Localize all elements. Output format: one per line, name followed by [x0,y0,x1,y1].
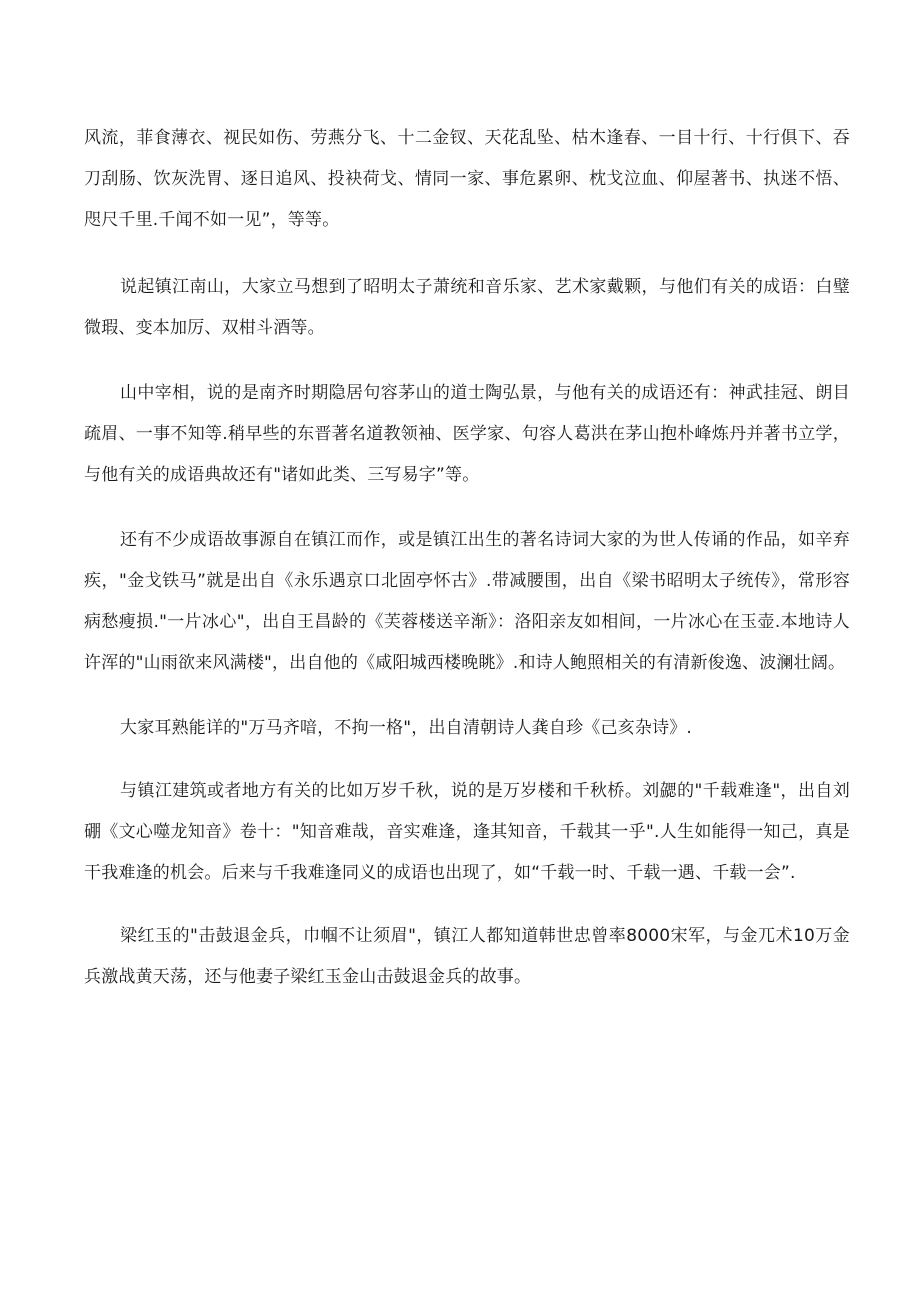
paragraph-liang-hongyu: 梁红玉的"击鼓退金兵，巾帼不让须眉"，镇江人都知道韩世忠曾率8000宋军，与金兀术10万金兵激战黄天荡，还与他妻子梁红玉金山击鼓退金兵的故事。 [84,926,850,987]
document-body [84,118,850,998]
paragraph-mountain-chancellor: 山中宰相，说的是南齐时期隐居句容茅山的道士陶弘景，与他有关的成语还有：神武挂冠、朗目疏眉、一事不知等.稍早些的东晋著名道教领袖、医学家、句容人葛洪在茅山抱朴峰炼丹并著书立学，与他有关的成语典故还有"诸如此类、三写易字”等。 [84,383,850,485]
paragraph-poets: 还有不少成语故事源自在镇江而作，或是镇江出生的著名诗词大家的为世人传诵的作品，如辛弃疾，"金戈铁马”就是出自《永乐遇京口北固亭怀古》.带减腰围，出自《梁书昭明太子统传》，常形容病愁瘦损."一片冰心"，出自王昌龄的《芙蓉楼送辛渐》：洛阳亲友如相间，一片冰心在玉壶.本地诗人许浑的"山雨欲来风满楼"，出自他的《咸阳城西楼晚眺》.和诗人鲍照相关的有清新俊逸、波澜壮阔。 [84,530,850,673]
paragraph-nanshan: 说起镇江南山，大家立马想到了昭明太子萧统和音乐家、艺术家戴颗，与他们有关的成语：白璧微瑕、变本加厉、双柑斗酒等。 [84,277,850,338]
paragraph-idioms-list: 风流，菲食薄衣、视民如伤、劳燕分飞、十二金钗、天花乱坠、枯木逢春、一目十行、十行俱下、吞刀刮肠、饮灰洗胃、逐日追风、投袂荷戈、情同一家、事危累卵、枕戈泣血、仰屋著书、执迷不悟、咫尺千里.千闻不如一见”，等等。 [84,128,850,230]
paragraph-gong-zizhen: 大家耳熟能详的"万马齐喑，不拘一格"，出自清朝诗人龚自珍《己亥杂诗》. [120,718,693,738]
paragraph-architecture: 与镇江建筑或者地方有关的比如万岁千秋，说的是万岁楼和千秋桥。刘勰的"千载难逢"，出自刘硼《文心噬龙知音》卷十："知音难哉，音实难逢，逢其知音，千载其一乎".人生如能得一知己，真是干我难逢的机会。后来与千我难逢同义的成语也出现了，如“千载一时、千载一遇、千载一会”. [84,781,850,883]
